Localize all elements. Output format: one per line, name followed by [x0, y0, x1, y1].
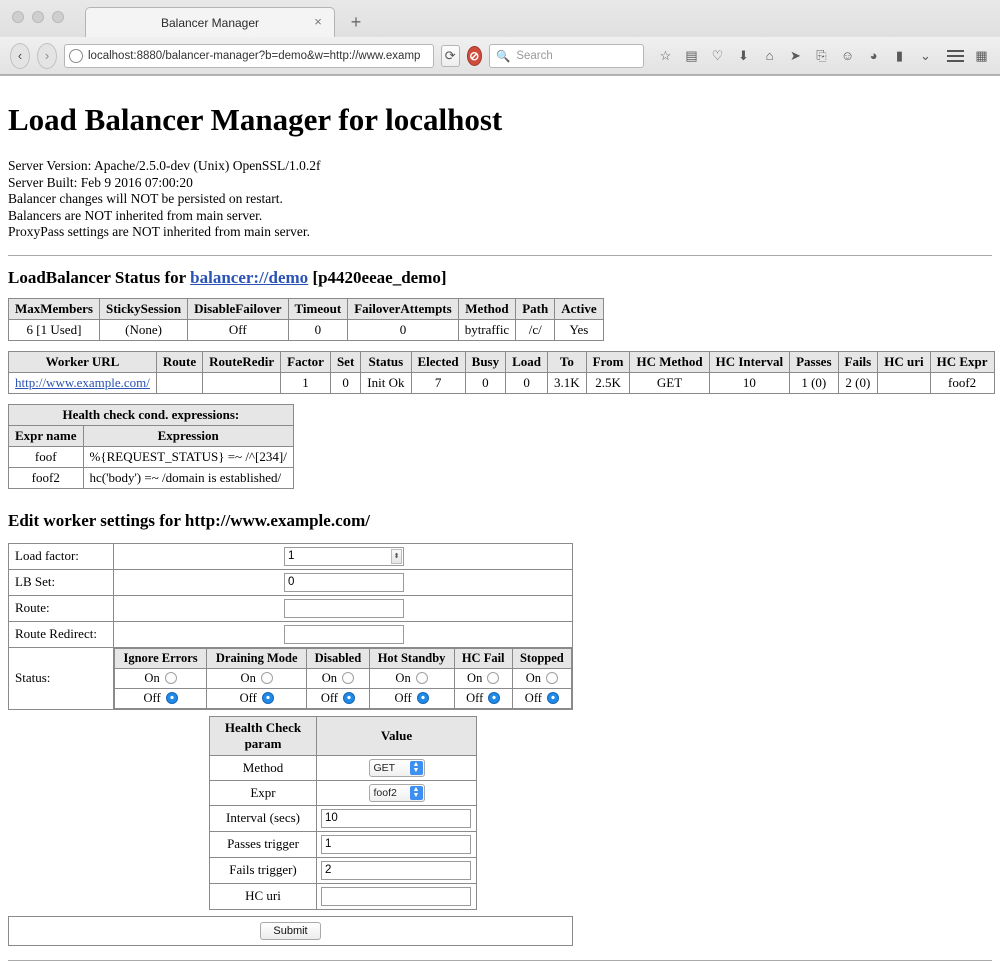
server-version: Server Version: Apache/2.5.0-dev (Unix) OpenSSL/1.0.2f	[8, 158, 321, 173]
server-built: Server Built: Feb 9 2016 07:00:20	[8, 174, 193, 190]
form-row-health-check	[9, 709, 573, 916]
hc-interval-input[interactable]	[321, 809, 471, 828]
cell-worker-url[interactable]	[9, 372, 157, 393]
table-header-row	[9, 298, 604, 319]
back-icon[interactable]: ‹	[10, 43, 30, 69]
cell-passes: 1 (0)	[790, 372, 838, 393]
cell-set: 0	[330, 372, 360, 393]
edit-worker-heading: Edit worker settings for http://www.example.com/	[8, 510, 371, 530]
hc-fails-value: 2	[325, 863, 332, 876]
table-row	[9, 372, 995, 393]
cell-disablefailover: Off	[188, 319, 288, 340]
hc-interval-cell[interactable]	[317, 805, 477, 831]
col-busy: Busy	[465, 351, 505, 372]
col-hc-value: Value	[317, 716, 477, 755]
search-input[interactable]	[489, 44, 644, 68]
tab-label: Balancer Manager	[160, 15, 260, 30]
form-row-lb-set	[9, 569, 573, 595]
worker-settings-form	[8, 543, 573, 946]
cell-routeredir	[203, 372, 281, 393]
lb-set-label: LB Set:	[9, 569, 114, 595]
col-elected: Elected	[411, 351, 465, 372]
table-row	[210, 805, 477, 831]
cell-busy: 0	[465, 372, 505, 393]
ignore-errors-on-cell[interactable]	[115, 668, 207, 688]
col-timeout: Timeout	[288, 298, 348, 319]
cell-status: Init Ok	[361, 372, 411, 393]
load-factor-cell	[114, 543, 573, 569]
lb-set-input[interactable]	[284, 573, 404, 592]
close-window-button[interactable]	[12, 11, 24, 23]
cell-path: /c/	[516, 319, 555, 340]
chevron-updown-icon: ▲ ▼	[410, 761, 423, 775]
hot-standby-on-radio[interactable]	[416, 672, 428, 684]
disabled-off-radio[interactable]	[343, 692, 355, 704]
table-row	[9, 446, 294, 467]
url-text: localhost:8880/balancer-manager?b=demo&w=http://www.examp	[88, 49, 421, 62]
col-draining-mode: Draining Mode	[207, 648, 307, 668]
on-label: On	[240, 670, 256, 685]
stopped-on-cell[interactable]	[512, 668, 571, 688]
col-set: Set	[330, 351, 360, 372]
disabled-off-cell[interactable]	[307, 688, 369, 708]
col-failoverattempts: FailoverAttempts	[348, 298, 458, 319]
block-content-icon[interactable]: ⊘	[467, 46, 483, 66]
hc-params-cell	[114, 709, 573, 916]
route-redirect-input[interactable]	[284, 625, 404, 644]
cell-expression: hc('body') =~ /domain is established/	[83, 467, 293, 488]
on-label: On	[467, 670, 483, 685]
table-header-row	[9, 351, 995, 372]
cell-fails: 2 (0)	[838, 372, 878, 393]
form-row-status	[9, 647, 573, 709]
table-header-row	[210, 716, 477, 755]
form-row-load-factor	[9, 543, 573, 569]
hc-uri-label: HC uri	[210, 883, 317, 909]
page-title: Load Balancer Manager for localhost	[8, 102, 503, 137]
on-label: On	[525, 670, 541, 685]
hc-fails-cell[interactable]	[317, 857, 477, 883]
hc-method-cell[interactable]	[317, 755, 477, 780]
col-hot-standby: Hot Standby	[369, 648, 454, 668]
new-tab-button[interactable]: +	[350, 11, 362, 32]
status-heading-suffix: [p4420eeae_demo]	[308, 267, 447, 287]
smiley-icon[interactable]: ☺	[840, 48, 855, 63]
col-hc-fail: HC Fail	[454, 648, 512, 668]
hc-passes-input[interactable]	[321, 835, 471, 854]
cell-hc-method: GET	[630, 372, 709, 393]
off-label: Off	[394, 690, 412, 705]
status-heading-prefix: LoadBalancer Status for	[8, 267, 191, 287]
cell-method: bytraffic	[458, 319, 516, 340]
form-row-route-redirect	[9, 621, 573, 647]
col-expr-name: Expr name	[9, 425, 84, 446]
table-row	[9, 319, 604, 340]
lb-set-cell	[114, 569, 573, 595]
disabled-on-radio[interactable]	[342, 672, 354, 684]
table-row	[9, 467, 294, 488]
hc-method-value: GET	[373, 761, 396, 774]
hc-expr-value: foof2	[373, 786, 397, 799]
on-label: On	[395, 670, 411, 685]
load-factor-label: Load factor:	[9, 543, 114, 569]
persist-note: Balancer changes will NOT be persisted on restart.	[8, 191, 283, 206]
window-controls[interactable]	[12, 11, 64, 23]
submit-button[interactable]: Submit	[260, 922, 320, 940]
cell-factor: 1	[281, 372, 331, 393]
cell-hc-uri	[878, 372, 930, 393]
cell-stickysession: (None)	[99, 319, 187, 340]
tab-strip	[85, 0, 371, 37]
hc-spacer-cell	[9, 709, 114, 916]
send-icon[interactable]: ➤	[790, 47, 801, 63]
col-path: Path	[516, 298, 555, 319]
hc-uri-input[interactable]	[321, 887, 471, 906]
load-factor-input[interactable]	[284, 547, 404, 566]
form-row-submit	[9, 916, 573, 945]
hc-uri-cell[interactable]	[317, 883, 477, 909]
table-row	[210, 755, 477, 780]
col-factor: Factor	[281, 351, 331, 372]
stopped-on-radio[interactable]	[546, 672, 558, 684]
route-redirect-label: Route Redirect:	[9, 621, 114, 647]
col-fails: Fails	[838, 351, 878, 372]
status-label: Status:	[9, 647, 114, 709]
off-label: Off	[143, 690, 161, 705]
hot-standby-off-cell[interactable]	[369, 688, 454, 708]
pocket-icon[interactable]: ♡	[711, 47, 724, 63]
cell-to: 3.1K	[548, 372, 587, 393]
col-stickysession: StickySession	[99, 298, 187, 319]
home-icon[interactable]: ⌂	[765, 48, 774, 63]
col-load: Load	[506, 351, 548, 372]
globe-icon	[69, 49, 83, 63]
off-label: Off	[466, 690, 484, 705]
toolbar-icons	[657, 47, 990, 64]
balancer-summary-table	[8, 298, 604, 341]
on-label: On	[144, 670, 160, 685]
hc-fails-input[interactable]	[321, 861, 471, 880]
hc-passes-cell[interactable]	[317, 831, 477, 857]
proxypass-note: ProxyPass settings are NOT inherited from main server.	[8, 224, 310, 239]
cell-maxmembers: 6 [1 Used]	[9, 319, 100, 340]
reader-view-icon[interactable]: ▤	[685, 47, 698, 63]
search-placeholder: Search	[516, 49, 553, 62]
col-hc-interval: HC Interval	[709, 351, 790, 372]
hc-passes-label: Passes trigger	[210, 831, 317, 857]
col-maxmembers: MaxMembers	[9, 298, 100, 319]
off-label: Off	[239, 690, 257, 705]
table-row	[210, 831, 477, 857]
off-label: Off	[320, 690, 338, 705]
bookmark-star-icon[interactable]: ☆	[659, 47, 672, 63]
chevron-updown-icon: ▲ ▼	[410, 786, 423, 800]
disabled-on-cell[interactable]	[307, 668, 369, 688]
chevron-down-icon[interactable]: ⌄	[920, 47, 931, 63]
table-row	[210, 883, 477, 909]
balancer-link[interactable]: balancer://demo	[190, 267, 309, 287]
status-cell	[114, 647, 573, 709]
hc-fails-label: Fails trigger)	[210, 857, 317, 883]
minimize-window-button[interactable]	[32, 11, 44, 23]
hc-expr-caption: Health check cond. expressions:	[9, 404, 294, 425]
worker-table	[8, 351, 995, 394]
menu-icon[interactable]	[947, 47, 964, 64]
table-row	[210, 857, 477, 883]
ignore-errors-off-cell[interactable]	[115, 688, 207, 708]
cell-route	[156, 372, 202, 393]
draining-mode-off-cell[interactable]	[207, 688, 307, 708]
col-route: Route	[156, 351, 202, 372]
cell-expression: %{REQUEST_STATUS} =~ /^[234]/	[83, 446, 293, 467]
hc-expr-select[interactable]	[369, 784, 425, 802]
col-disabled: Disabled	[307, 648, 369, 668]
browser-chrome	[0, 0, 1000, 76]
lb-set-value: 0	[288, 575, 295, 588]
bottom-divider	[8, 960, 992, 961]
downloads-icon[interactable]: ⬇	[738, 47, 749, 63]
hot-standby-on-cell[interactable]	[369, 668, 454, 688]
col-disablefailover: DisableFailover	[188, 298, 288, 319]
search-icon: 🔍	[496, 50, 511, 63]
col-expression: Expression	[83, 425, 293, 446]
route-redirect-cell	[114, 621, 573, 647]
server-info	[8, 158, 992, 241]
table-header-row	[9, 425, 294, 446]
form-row-route	[9, 595, 573, 621]
hc-fail-on-cell[interactable]	[454, 668, 512, 688]
hc-method-label: Method	[210, 755, 317, 780]
close-icon[interactable]: ×	[314, 14, 322, 29]
reload-icon[interactable]: ⟳	[441, 45, 460, 67]
col-worker-url: Worker URL	[9, 351, 157, 372]
inherit-note: Balancers are NOT inherited from main server.	[8, 207, 263, 223]
cell-expr-name: foof2	[9, 467, 84, 488]
hot-standby-off-radio[interactable]	[417, 692, 429, 704]
ignore-errors-off-radio[interactable]	[166, 692, 178, 704]
hc-expr-label: Expr	[210, 780, 317, 805]
on-label: On	[321, 670, 338, 685]
table-row	[210, 780, 477, 805]
cell-from: 2.5K	[586, 372, 630, 393]
cell-elected: 7	[411, 372, 465, 393]
col-status: Status	[361, 351, 411, 372]
col-hc-param: Health Check param	[210, 716, 317, 755]
draining-mode-off-radio[interactable]	[262, 692, 274, 704]
health-check-params-table	[209, 716, 477, 910]
status-off-row	[115, 688, 572, 708]
col-passes: Passes	[790, 351, 838, 372]
submit-cell	[9, 916, 573, 945]
cell-active: Yes	[555, 319, 603, 340]
library-icon[interactable]: ▮	[895, 47, 904, 63]
address-bar[interactable]	[64, 44, 434, 68]
table-header-row	[115, 648, 572, 668]
col-hc-uri: HC uri	[878, 351, 930, 372]
hc-fail-off-radio[interactable]	[488, 692, 500, 704]
route-label: Route:	[9, 595, 114, 621]
status-options-table	[114, 648, 572, 709]
col-from: From	[586, 351, 630, 372]
health-check-expressions-table	[8, 404, 294, 489]
navigation-toolbar	[0, 37, 1000, 75]
col-hc-method: HC Method	[630, 351, 709, 372]
maximize-window-button[interactable]	[52, 11, 64, 23]
hc-fail-off-cell[interactable]	[454, 688, 512, 708]
extension-icon[interactable]: ◕	[869, 48, 878, 63]
draining-mode-on-radio[interactable]	[261, 672, 273, 684]
col-stopped: Stopped	[512, 648, 571, 668]
worker-url-link[interactable]: http://www.example.com/	[15, 374, 150, 390]
stopped-off-cell[interactable]	[512, 688, 571, 708]
cell-hc-interval: 10	[709, 372, 790, 393]
hc-method-select[interactable]	[369, 759, 425, 777]
loadbalancer-status-heading	[8, 268, 992, 288]
hc-interval-value: 10	[325, 811, 338, 824]
page-content	[0, 76, 1000, 961]
load-factor-value: 1	[288, 549, 295, 562]
table-caption-row	[9, 404, 294, 425]
route-cell	[114, 595, 573, 621]
col-routeredir: RouteRedir	[203, 351, 281, 372]
hc-interval-label: Interval (secs)	[210, 805, 317, 831]
save-page-icon[interactable]: ⎘	[816, 47, 827, 63]
forward-icon[interactable]: ›	[37, 43, 57, 69]
cell-load: 0	[506, 372, 548, 393]
route-input[interactable]	[284, 599, 404, 618]
keyboard-icon[interactable]: ▦	[975, 47, 988, 63]
col-method: Method	[458, 298, 516, 319]
titlebar	[0, 0, 1000, 37]
draining-mode-on-cell[interactable]	[207, 668, 307, 688]
spinner-icon[interactable]: ⬍	[391, 549, 402, 564]
cell-timeout: 0	[288, 319, 348, 340]
cell-expr-name: foof	[9, 446, 84, 467]
tab-balancer-manager[interactable]	[85, 7, 335, 37]
divider	[8, 255, 992, 256]
ignore-errors-on-radio[interactable]	[165, 672, 177, 684]
cell-hc-expr: foof2	[930, 372, 994, 393]
cell-failoverattempts: 0	[348, 319, 458, 340]
hc-expr-cell[interactable]	[317, 780, 477, 805]
col-ignore-errors: Ignore Errors	[115, 648, 207, 668]
off-label: Off	[524, 690, 542, 705]
hc-fail-on-radio[interactable]	[487, 672, 499, 684]
status-on-row	[115, 668, 572, 688]
col-to: To	[548, 351, 587, 372]
col-hc-expr: HC Expr	[930, 351, 994, 372]
col-active: Active	[555, 298, 603, 319]
stopped-off-radio[interactable]	[547, 692, 559, 704]
hc-passes-value: 1	[325, 837, 332, 850]
